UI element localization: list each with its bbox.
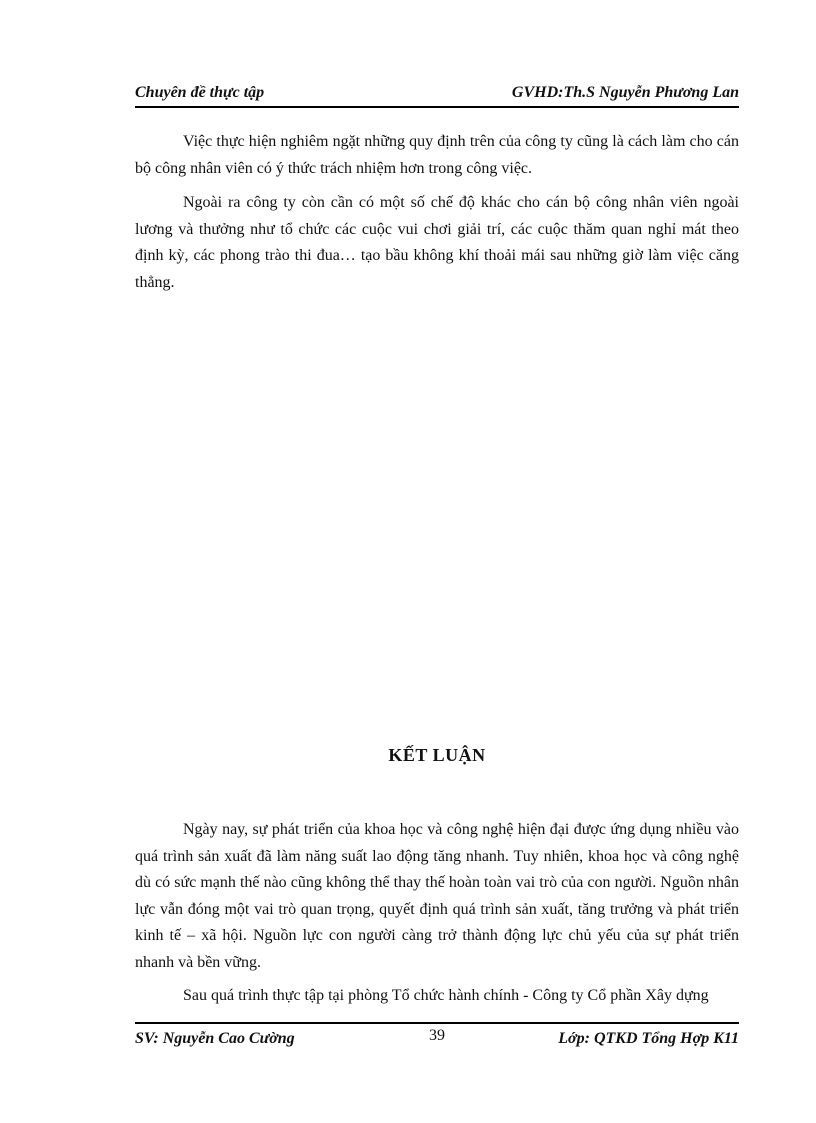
header-right-text: GVHD:Th.S Nguyễn Phương Lan <box>511 84 739 101</box>
body-paragraph-3: Ngày nay, sự phát triển của khoa học và công nghệ hiện đại được ứng dụng nhiều vào quá trình sản xuất đã làm năng suất lao động tăng nhanh. Tuy nhiên, khoa học và công nghệ dù có sức mạnh thế nào cũng không thể thay thế hoàn toàn vai trò của con người. Nguồn nhân lực vẫn đóng một vai trò quan trọng, quyết định quá trình sản xuất, tăng trưởng và phát triển kinh tế – xã hội. Nguồn lực con người càng trở thành động lực chủ yếu của sự phát triển nhanh và bền vững. <box>135 821 739 971</box>
footer-left-text: SV: Nguyễn Cao Cường <box>135 1030 295 1047</box>
footer-right-text: Lớp: QTKD Tổng Hợp K11 <box>558 1030 739 1047</box>
page-footer <box>135 1022 739 1052</box>
body-paragraph-4: Sau quá trình thực tập tại phòng Tổ chức hành chính - Công ty Cổ phần Xây dựng <box>183 987 709 1004</box>
page-header <box>135 82 739 108</box>
section-title: KẾT LUẬN <box>388 745 486 765</box>
body-paragraph-2-block <box>135 190 739 296</box>
body-paragraph-4-block <box>135 983 739 1010</box>
header-left-text: Chuyên đề thực tập <box>135 84 265 101</box>
page-number: 39 <box>429 1027 445 1044</box>
body-paragraph-1-block <box>135 129 739 182</box>
body-paragraph-2: Ngoài ra công ty còn cần có một số chế độ khác cho cán bộ công nhân viên ngoài lương và thưởng như tổ chức các cuộc vui chơi giải trí, các cuộc thăm quan nghỉ mát theo định kỳ, các phong trào thi đua… tạo bầu không khí thoải mái sau những giờ làm việc căng thẳng. <box>135 194 739 291</box>
body-paragraph-3-block <box>135 817 739 976</box>
body-paragraph-1: Việc thực hiện nghiêm ngặt những quy định trên của công ty cũng là cách làm cho cán bộ công nhân viên có ý thức trách nhiệm hơn trong công việc. <box>135 133 739 177</box>
